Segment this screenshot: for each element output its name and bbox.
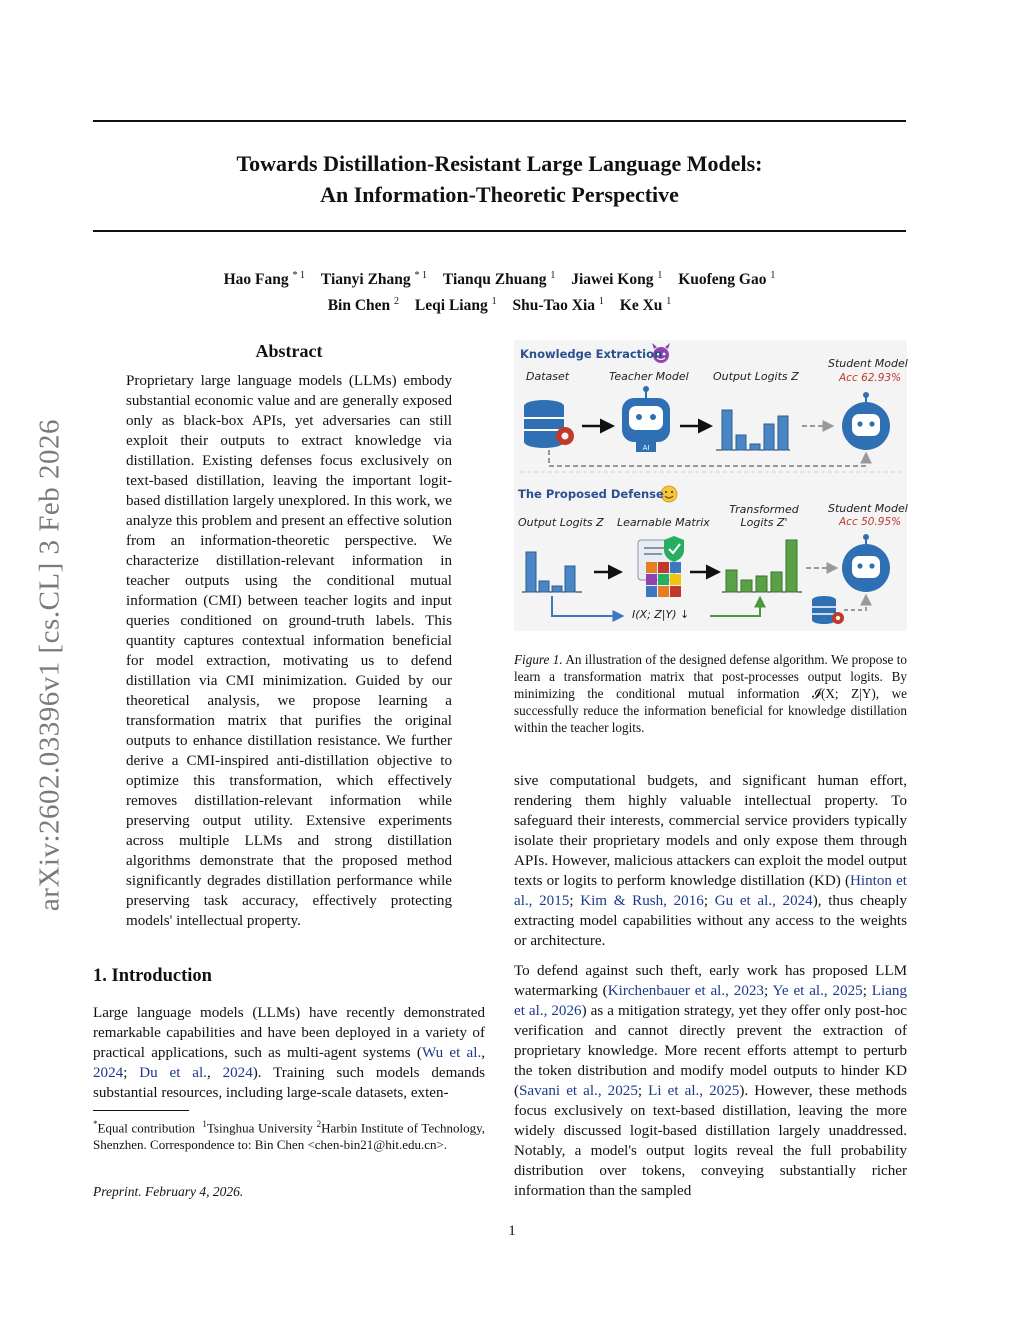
intro-heading: 1. Introduction [93, 966, 212, 986]
logit-bar [764, 424, 774, 450]
authors-row-2 [93, 291, 906, 317]
logit-bar [741, 580, 752, 592]
logit-bar [565, 566, 575, 592]
preprint-note: Preprint. February 4, 2026. [93, 1184, 244, 1199]
gear-icon [556, 427, 574, 445]
teacher-robot-icon [622, 386, 670, 452]
author: Shu-Tao Xia $^1$ [512, 296, 604, 315]
logit-bar [736, 435, 746, 450]
dataset-feedback-arrow [549, 450, 866, 466]
intro-paragraph-continued: sive computational budgets, and significant human effort, rendering them highly valuable intellectual property. To safeguard their interests, commercial service providers typically isolate their proprietary models and only expose them through APIs. However, malicious attackers can exploit the model output texts or logits to perform knowledge distillation (KD) (Hinton et al., 2015; Kim & Rush, 2016; Gu et al., 2024), thus cheaply extracting model capabilities without any access to the weights or architecture. [514, 773, 907, 949]
author: Jiawei Kong $^1$ [571, 270, 663, 289]
footnote: *Equal contribution $^1$Tsinghua University $^2$Harbin Institute of Technology, Shenzhen. Correspondence to: Bin Chen <chen-bin21@hit.edu.cn>. [93, 1119, 485, 1153]
ai-tag: AI [642, 444, 650, 452]
citation-link[interactable]: Wu et al. [421, 1045, 482, 1061]
arxiv-identifier: arXiv:2602.03396v1 [cs.CL] 3 Feb 2026 [33, 418, 66, 912]
logit-bar [750, 444, 760, 450]
abstract-heading: Abstract [255, 341, 323, 361]
student-robot-icon [842, 534, 890, 592]
top-rule [93, 120, 906, 122]
proposed-defense-label: The Proposed Defense [518, 487, 664, 501]
citation-link[interactable]: Savani et al., 2025 [519, 1083, 638, 1099]
transformed-logits-bars [722, 540, 802, 592]
student-model-label-2: Student Model [828, 502, 908, 515]
logit-bar [726, 570, 737, 592]
student-robot-icon [842, 392, 890, 450]
author: Tianyi Zhang $^{* 1}$ [320, 270, 428, 289]
citation-link[interactable]: 2024 [93, 1065, 124, 1081]
abstract-body: Proprietary large language models (LLMs) embody substantial economic value and are generally exposed only as black-box APIs, yet adversaries can still exploit their outputs to extract knowledge via distillation. Existing defenses focus exclusively on text-based distillation, leaving the important logit-based distillation largely unexplored. In this work, we analyze this problem and present an effective solution from an information-theoretic perspective. We characterize distillation-relevant information in teacher outputs using the conditional mutual information (CMI) between teacher logits and input queries conditioned on ground-truth labels. This quantity captures contextual information beneficial for model extraction, motivating us to defend distillation via CMI minimization. Guided by our theoretical analysis, we propose learning a transformation matrix that purifies the original outputs to enhance distillation resistance. We further derive a CMI-inspired anti-distillation objective to optimize this transformation, which effectively removes distillation-relevant information while preserving output utility. Extensive experiments across multiple LLMs and strong distillation algorithms demonstrate that the proposed method significantly degrades distillation performance while preserving task accuracy, effectively protecting models' intellectual property. [126, 373, 452, 929]
figure-caption: Figure 1. An illustration of the designed defense algorithm. We propose to learn a transformation matrix that post-processes output logits. By minimizing the conditional mutual information 𝓘(X; Z|Y), we successfully reduce the information beneficial for knowledge distillation within the teacher logits. [514, 652, 907, 735]
knowledge-extraction-label: Knowledge Extraction [520, 347, 663, 361]
author: Bin Chen $^2$ [327, 296, 400, 315]
citation-link[interactable]: 2024 [222, 1065, 253, 1081]
title-line-1: Towards Distillation-Resistant Large Language Models: [236, 151, 763, 176]
author: Kuofeng Gao $^1$ [678, 270, 776, 289]
output-logits-bars [716, 410, 790, 450]
output-logits-label-2: Output Logits Z [518, 516, 604, 529]
figure-1 [514, 340, 907, 631]
transformed-logits-label: Transformed Logits Z' [729, 503, 799, 529]
logit-bar [771, 572, 782, 592]
logit-bar [552, 586, 562, 592]
author: Tianqu Zhuang $^1$ [442, 270, 556, 289]
footnote-rule [93, 1110, 189, 1111]
logit-bar [778, 416, 788, 450]
teacher-model-label: Teacher Model [609, 370, 689, 383]
author: Ke Xu $^1$ [619, 296, 672, 315]
dataset-label: Dataset [526, 370, 570, 383]
author: Hao Fang $^{* 1}$ [223, 270, 306, 289]
gear-icon [832, 612, 844, 624]
bottom-rule [93, 230, 906, 232]
output-logits-bars-2 [522, 552, 582, 592]
student-accuracy-before: Acc 62.93% [839, 372, 902, 384]
citation-link[interactable]: Liang et al., 2026 [514, 983, 907, 1019]
student-accuracy-after: Acc 50.95% [839, 516, 902, 528]
authors-row-1 [93, 265, 906, 291]
cmi-objective-label: I(X; Z|Y) ↓ [632, 608, 690, 621]
logit-bar [526, 552, 536, 592]
citation-link[interactable]: Ye et al., 2025 [772, 983, 863, 999]
logit-bar [756, 576, 767, 592]
logit-bar [722, 410, 732, 450]
citation-link[interactable]: Li et al., 2025 [648, 1083, 740, 1099]
paper-title [93, 148, 906, 210]
author: Leqi Liang $^1$ [414, 296, 497, 315]
learnable-matrix-label: Learnable Matrix [617, 516, 710, 529]
intro-paragraph: Large language models (LLMs) have recently demonstrated remarkable capabilities and have been deployed in a variety of practical applications, such as multi-agent systems (Wu et al., 2024; Du et al., 2024). Training such models demands substantial resources, including large-scale datasets, exten- [93, 1005, 486, 1101]
output-logits-label: Output Logits Z [713, 370, 799, 383]
dataset-feedback-arrow [844, 596, 866, 610]
logit-bar [786, 540, 797, 592]
citation-link[interactable]: Kirchenbauer et al., 2023 [607, 983, 764, 999]
citation-link[interactable]: Gu et al., 2024 [714, 893, 813, 909]
defense-paragraph: To defend against such theft, early work has proposed LLM watermarking (Kirchenbauer et al., 2023; Ye et al., 2025; Liang et al., 2026) as a mitigation strategy, yet they offer only post-hoc verification and cannot directly prevent the extraction of proprietary knowledge. More recent efforts attempt to perturb the token distribution and modify model outputs to hinder KD (Savani et al., 2025; Li et al., 2025). However, these methods focus exclusively on text-based distillation, leaving the more widely discussed logit-based distillation largely unaddressed. Notably, a model's output logits reveal the full probability distribution over tokens, conveying substantially richer information than the sampled [514, 963, 908, 1199]
page-number: 1 [508, 1223, 516, 1239]
cmi-flow-line [552, 596, 622, 616]
title-line-2: An Information-Theoretic Perspective [320, 182, 679, 207]
citation-link[interactable]: Hinton et al., 2015 [514, 873, 907, 909]
learnable-matrix-icon [638, 536, 684, 597]
author-list [93, 265, 906, 317]
logit-bar [539, 581, 549, 592]
citation-link[interactable]: Kim & Rush, 2016 [580, 893, 704, 909]
cmi-flow-line [710, 598, 760, 616]
student-model-label: Student Model [828, 357, 908, 370]
citation-link[interactable]: Du et al. [139, 1065, 207, 1081]
